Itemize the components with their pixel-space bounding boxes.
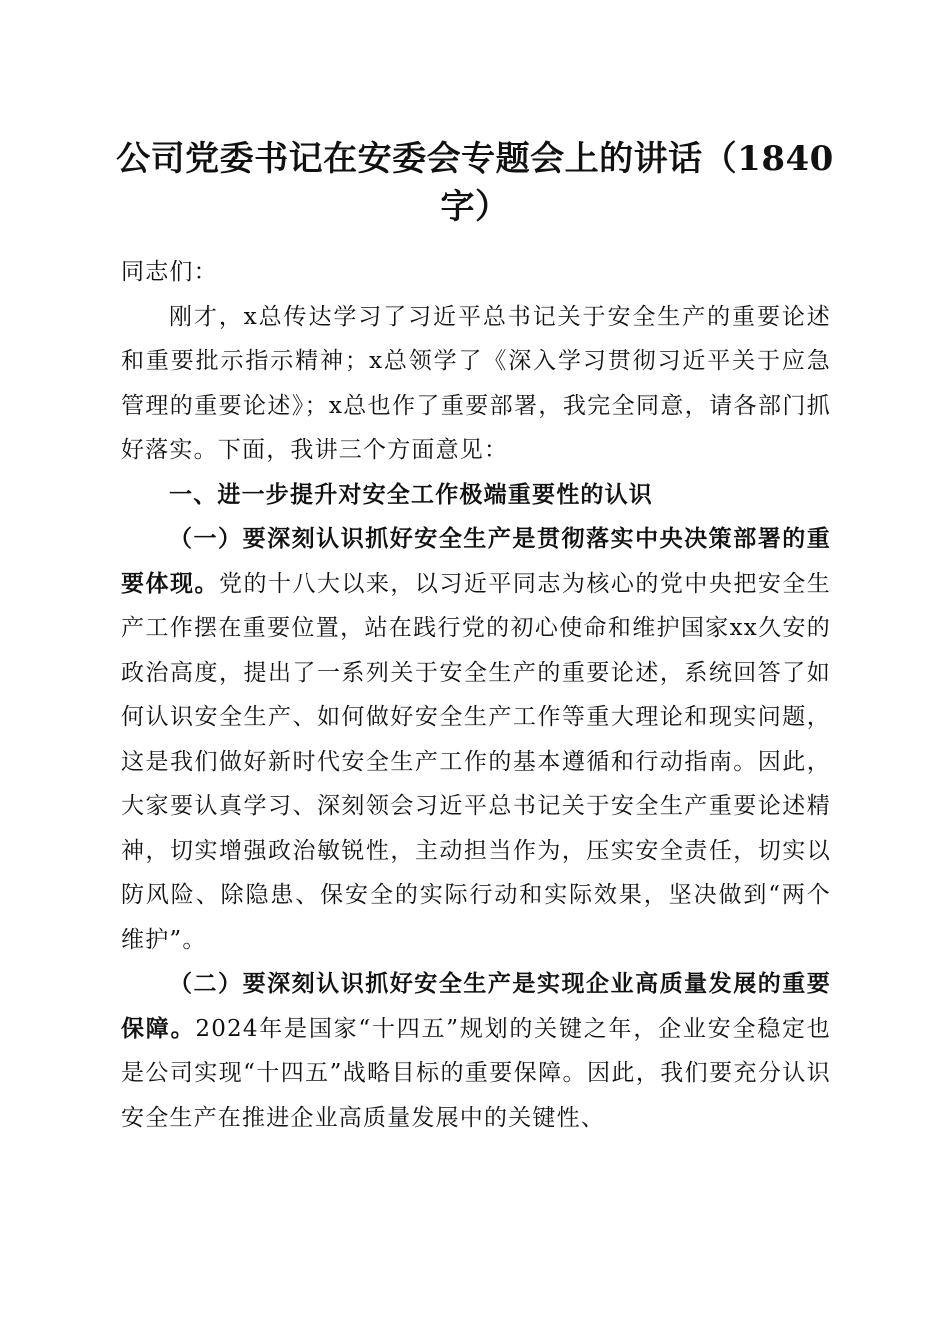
salutation: 同志们： bbox=[121, 259, 218, 285]
document-body bbox=[121, 250, 831, 1140]
section-heading-1: 一、进一步提升对安全工作极端重要性的认识 bbox=[169, 481, 653, 508]
section-1-body: 党的十八大以来，以习近平同志为核心的党中央把安全生产工作摆在重要位置，站在践行党的初心使命和维护国家xx久安的政治高度，提出了一系列关于安全生产的重要论述，系统回答了如何认识安全生产、如何做好安全生产工作等重大理论和现实问题，这是我们做好新时代安全生产工作的基本遵循和行动指南。因此，大家要认真学习、深刻领会习近平总书记关于安全生产重要论述精神，切实增强政治敏锐性，主动担当作为，压实安全责任，切实以防风险、除隐患、保安全的实际行动和实际效果，坚决做到“两个维护”。 bbox=[121, 570, 832, 953]
document-title: 公司党委书记在安委会专题会上的讲话（1840字） bbox=[116, 139, 834, 227]
paragraph-intro: 刚才，x总传达学习了习近平总书记关于安全生产的重要论述和重要批示指示精神；x总领学了《深入学习贯彻习近平关于应急管理的重要论述》；x总也作了重要部署，我完全同意，请各部门抓好落实。下面，我讲三个方面意见： bbox=[121, 303, 831, 463]
section-2-lead: （二）要深刻认识抓好安全生产是实现企业高质量发展的重要保障。 bbox=[121, 970, 831, 1042]
paragraph-section-2 bbox=[121, 962, 831, 1140]
section-1-lead: （一）要深刻认识抓好安全生产是贯彻落实中央决策部署的重要体现。 bbox=[121, 525, 831, 597]
paragraph-section-1 bbox=[121, 517, 831, 962]
section-2-body: 2024年是国家“十四五”规划的关键之年，企业安全稳定也是公司实现“十四五”战略目标的重要保障。因此，我们要充分认识安全生产在推进企业高质量发展中的关键性、 bbox=[121, 1015, 831, 1131]
